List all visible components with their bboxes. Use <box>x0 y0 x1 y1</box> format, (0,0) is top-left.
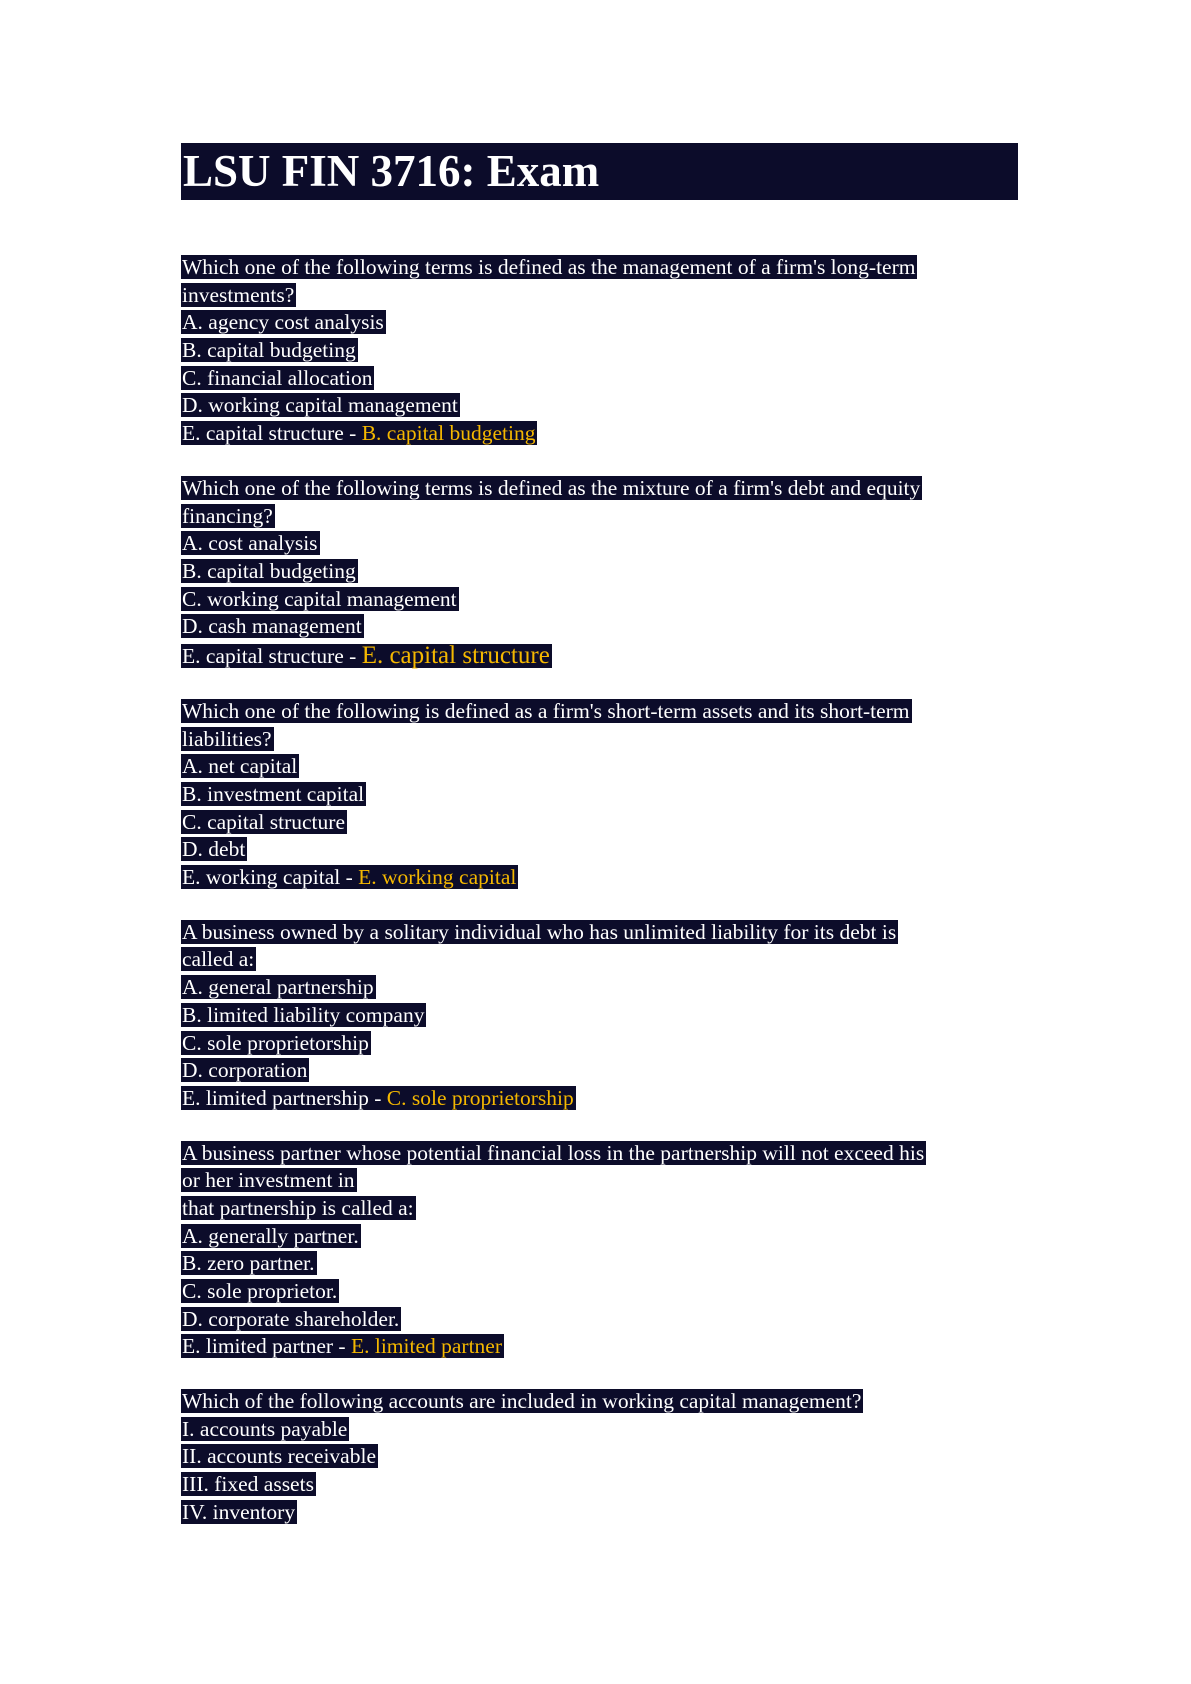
question-5 <box>181 1140 1021 1362</box>
question-text-line: called a: <box>182 947 255 972</box>
question-2 <box>181 475 1021 671</box>
question-text-line: that partnership is called a: <box>182 1195 414 1220</box>
option-e: E. working capital - <box>182 865 359 890</box>
question-4 <box>181 919 1021 1113</box>
option-d: D. cash management <box>182 614 362 639</box>
option-iv: IV. inventory <box>182 1499 296 1524</box>
option-a: A. agency cost analysis <box>182 310 384 335</box>
option-c: C. working capital management <box>182 586 457 611</box>
option-c: C. financial allocation <box>182 365 373 390</box>
option-e: E. limited partner - <box>182 1334 351 1359</box>
option-e-with-answer <box>181 641 552 669</box>
question-text-line: or her investment in <box>182 1168 355 1193</box>
option-b: B. capital budgeting <box>182 558 356 583</box>
option-d: D. corporate shareholder. <box>182 1306 400 1331</box>
option-d: D. working capital management <box>182 393 458 418</box>
option-b: B. zero partner. <box>182 1251 315 1276</box>
option-e-with-answer <box>181 1086 576 1110</box>
option-d: D. corporation <box>182 1058 308 1083</box>
option-b: B. investment capital <box>182 782 365 806</box>
question-text-line: A business owned by a solitary individual who has unlimited liability for its debt is <box>182 919 897 944</box>
answer-text: E. limited partner <box>350 1334 503 1359</box>
answer-text: E. working capital <box>358 865 517 890</box>
option-ii: II. accounts receivable <box>182 1444 376 1469</box>
question-text-line: Which one of the following terms is defined as the mixture of a firm's debt and equity <box>182 475 921 500</box>
option-e-with-answer <box>181 1334 504 1358</box>
option-a: A. general partnership <box>182 975 374 1000</box>
answer-text: C. sole proprietorship <box>386 1085 574 1110</box>
question-text-line: A business partner whose potential financial loss in the partnership will not exceed his <box>182 1140 925 1165</box>
option-e: E. limited partnership - <box>182 1085 387 1110</box>
answer-text: E. capital structure <box>361 641 550 669</box>
title-bar <box>181 143 1018 200</box>
option-c: C. capital structure <box>182 809 345 834</box>
option-a: A. net capital <box>182 754 298 779</box>
question-6 <box>181 1388 1021 1526</box>
option-i: I. accounts payable <box>182 1416 348 1441</box>
option-a: A. cost analysis <box>182 531 318 556</box>
option-b: B. limited liability company <box>182 1002 425 1027</box>
option-d: D. debt <box>182 837 246 862</box>
option-e-with-answer <box>181 421 537 445</box>
question-text-line: Which of the following accounts are included in working capital management? <box>182 1389 862 1414</box>
option-iii: III. fixed assets <box>182 1472 314 1497</box>
question-text-line: Which one of the following is defined as a firm's short-term assets and its short-term <box>182 698 910 723</box>
question-1 <box>181 254 1021 448</box>
option-e-with-answer <box>181 865 518 889</box>
question-list <box>181 254 1021 1527</box>
option-b: B. capital budgeting <box>182 338 356 363</box>
option-c: C. sole proprietorship <box>182 1030 369 1055</box>
option-e: E. capital structure - <box>182 643 362 668</box>
option-c: C. sole proprietor. <box>182 1279 338 1303</box>
answer-text: B. capital budgeting <box>361 421 536 446</box>
question-text-line: investments? <box>182 282 295 307</box>
option-a: A. generally partner. <box>182 1223 359 1248</box>
question-3 <box>181 698 1021 892</box>
question-text-line: financing? <box>182 503 273 528</box>
question-text-line: Which one of the following terms is defined as the management of a firm's long-term <box>182 255 916 279</box>
document-page <box>181 143 1021 1527</box>
option-e: E. capital structure - <box>182 421 362 446</box>
page-title: LSU FIN 3716: Exam <box>183 146 600 196</box>
question-text-line: liabilities? <box>182 726 272 751</box>
